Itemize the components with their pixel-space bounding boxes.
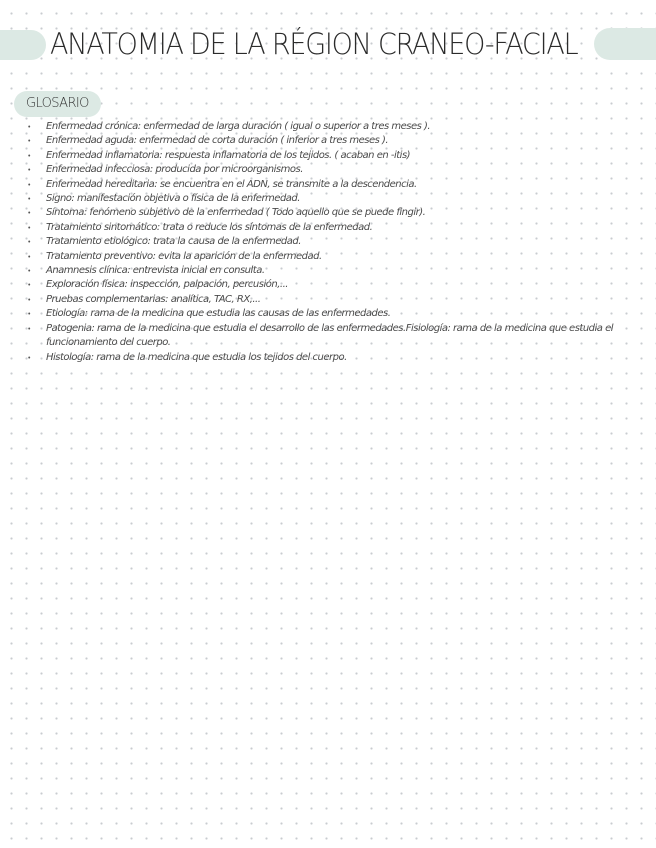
title-accent-right [594,28,656,60]
page-title: ANATOMIA DE LA RÉGION CRANEO-FACIAL [50,27,578,61]
glossary-list [26,120,622,365]
glossary-item: • Tratamiento preventivo: evita la aparición de la enfermedad. [26,250,622,264]
glossary-item: • Enfermedad hereditaria: se encuentra en el ADN, se transmite a la descendencia. [26,178,622,192]
glossary-item: • Etiología: rama de la medicina que estudia las causas de las enfermedades. [26,307,622,321]
glossary-item: • Histología: rama de la medicina que estudia los tejidos del cuerpo. [26,351,622,365]
glossary-item: • Tratamiento etiológico: trata la causa de la enfermedad. [26,235,622,249]
glossary-item: • Exploración física: inspección, palpación, percusión,... [26,278,622,292]
glossary-item: • Enfermedad crónica: enfermedad de larga duración ( igual o superior a tres meses ). [26,120,622,134]
glossary-item: • Tratamiento sintomático: trata o reduce los síntomas de la enfermedad. [26,221,622,235]
title-banner [0,22,656,66]
glossary-item: • Anamnesis clínica: entrevista inicial en consulta. [26,264,622,278]
glossary-item: • Enfermedad inflamatoria: respuesta inflamatoria de los tejidos. ( acaban en -itis) [26,149,622,163]
glossary-item: • Pruebas complementarias: analítica, TAC, RX,... [26,293,622,307]
glossary-item: • Patogenia: rama de la medicina que estudia el desarrollo de las enfermedades.Fisiología: rama de la medicina que estudia el funcionamiento del cuerpo. [26,322,622,351]
section-header-glosario: GLOSARIO [14,91,101,117]
glossary-item: • Enfermedad aguda: enfermedad de corta duración ( inferior a tres meses ). [26,134,622,148]
glossary-item: • Signo: manifestación objetiva o física de la enfermedad. [26,192,622,206]
glossary-item: • Síntoma: fenómeno subjetivo de la enfermedad ( Todo aquello que se puede fingir). [26,206,622,220]
glossary-item: • Enfermedad infecciosa: producida por microorganismos. [26,163,622,177]
title-accent-left [0,30,46,60]
